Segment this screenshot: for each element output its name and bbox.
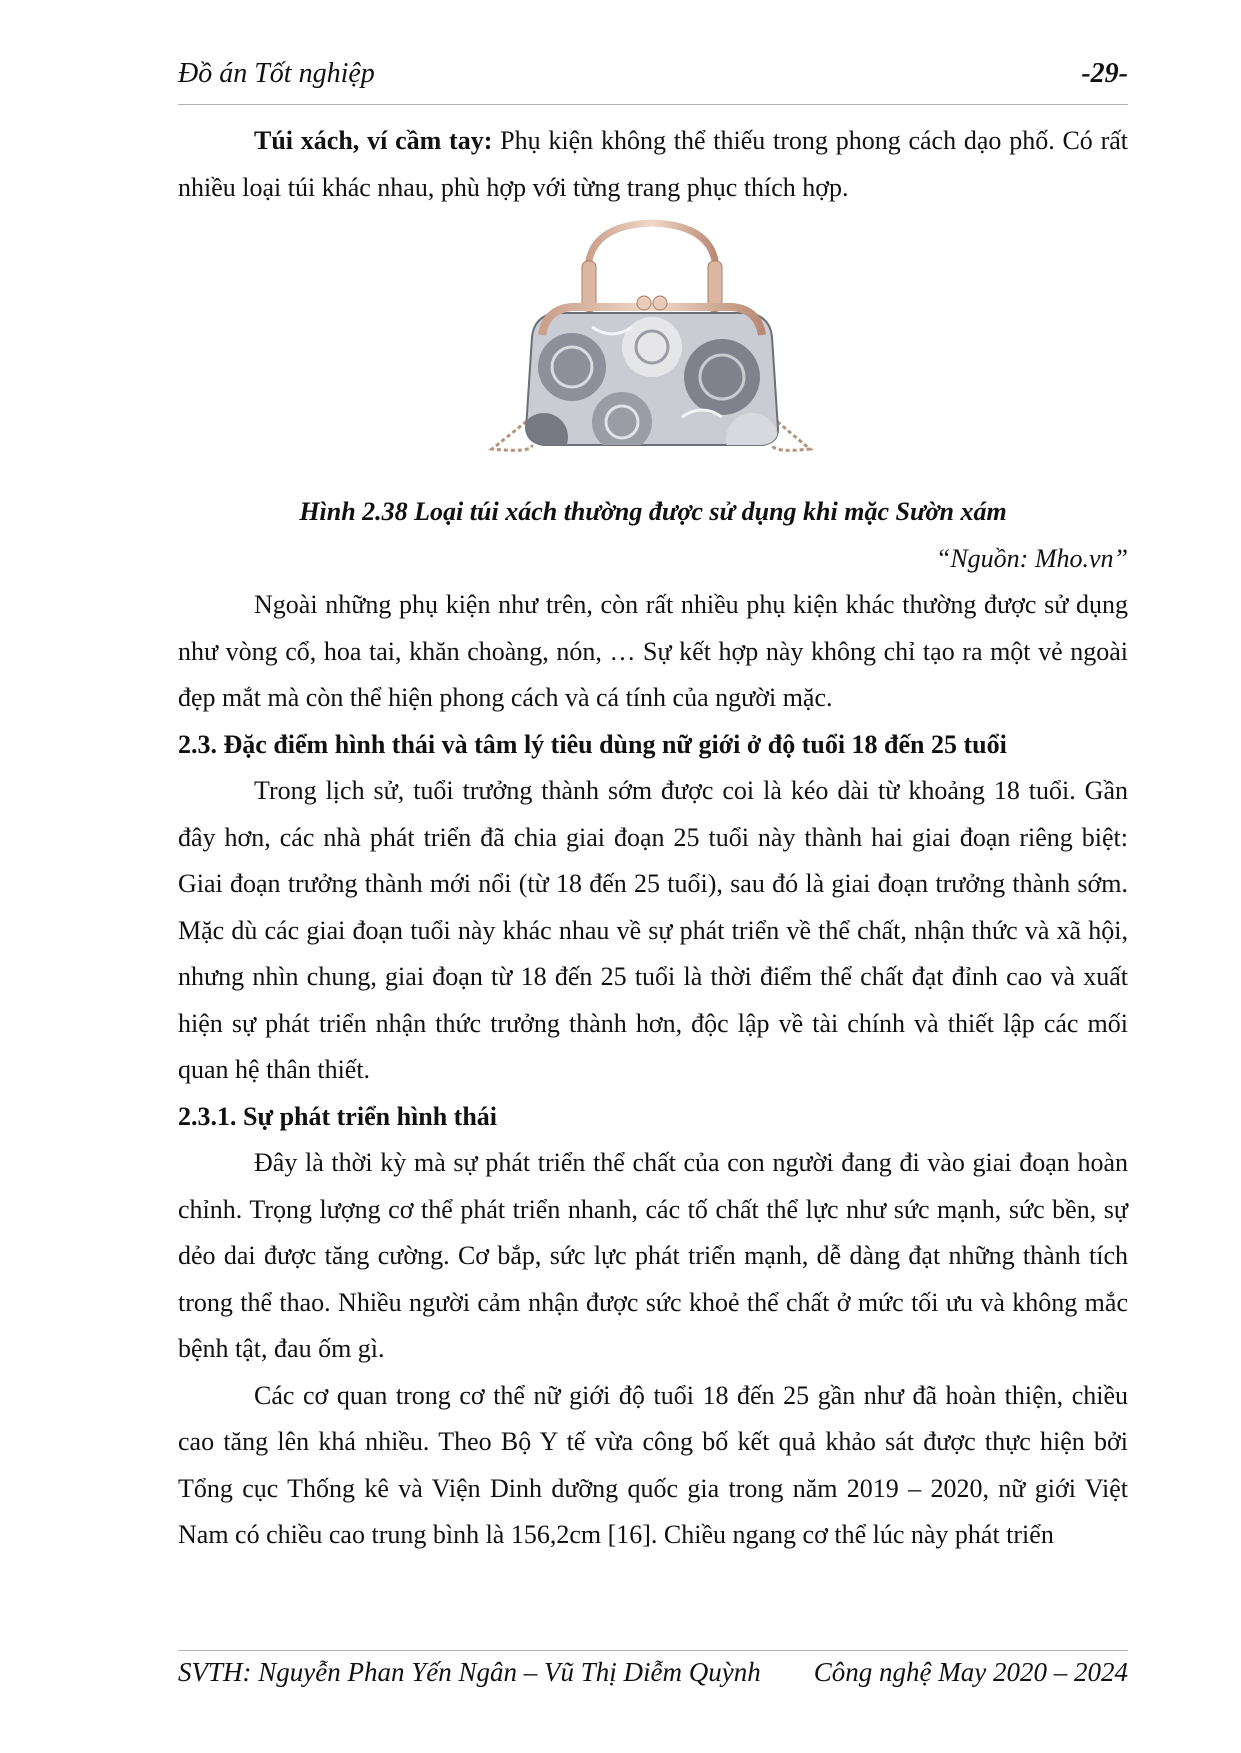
footer-program: Công nghệ May 2020 – 2024 [813,1657,1128,1687]
page-header [178,58,1128,98]
physical-paragraph: Đây là thời kỳ mà sự phát triển thể chất của con người đang đi vào giai đoạn hoàn chỉnh. Trọng lượng cơ thể phát triển nhanh, các tố chất thể lực như sức mạnh, sức bền, sự dẻo dai được tăng cường. Cơ bắp, sức lực phát triển mạnh, dễ dàng đạt những thành tích trong thể thao. Nhiều người cảm nhận được sức khoẻ thể chất ở mức tối ưu và không mắc bệnh tật, đau ốm gì. [178,1148,1128,1363]
handbag-icon [462,217,842,485]
page-footer [178,1657,1128,1697]
history-paragraph: Trong lịch sử, tuổi trưởng thành sớm được coi là kéo dài từ khoảng 18 tuổi. Gần đây hơn, các nhà phát triển đã chia giai đoạn 25 tuổi này thành hai giai đoạn riêng biệt: Giai đoạn trưởng thành mới nổi (từ 18 đến 25 tuổi), sau đó là giai đoạn trưởng thành sớm. Mặc dù các giai đoạn tuổi này khác nhau về sự phát triển về thể chất, nhận thức và xã hội, nhưng nhìn chung, giai đoạn từ 18 đến 25 tuổi là thời điểm thể chất đạt đỉnh cao và xuất hiện sự phát triển nhận thức trưởng thành hơn, độc lập về tài chính và thiết lập các mối quan hệ thân thiết. [178,776,1128,1084]
header-title: Đồ án Tốt nghiệp [178,58,375,89]
header-divider [178,104,1128,105]
intro-text: Phụ kiện không thể thiếu trong phong cách dạo phố. Có rất nhiều loại túi khác nhau, phù hợp với từng trang phục thích hợp. [178,126,1129,202]
organs-paragraph: Các cơ quan trong cơ thể nữ giới độ tuổi 18 đến 25 gần như đã hoàn thiện, chiều cao tăng lên khá nhiều. Theo Bộ Y tế vừa công bố kết quả khảo sát được thực hiện bởi Tổng cục Thống kê và Viện Dinh dưỡng quốc gia trong năm 2019 – 2020, nữ giới Việt Nam có chiều cao trung bình là 156,2cm [16]. Chiều ngang cơ thể lúc này phát triển [178,1380,1128,1549]
section-2-3-1-heading: 2.3.1. Sự phát triển hình thái [178,1101,498,1131]
footer-divider [178,1650,1128,1651]
figure-caption: Hình 2.38 Loại túi xách thường được sử dụng khi mặc Sườn xám [299,497,1007,526]
section-2-3-heading: 2.3. Đặc điểm hình thái và tâm lý tiêu dùng nữ giới ở độ tuổi 18 đến 25 tuổi [178,729,1007,759]
footer-authors: SVTH: Nguyễn Phan Yến Ngân – Vũ Thị Diễm Quỳnh [178,1657,761,1687]
intro-paragraph [178,118,1128,211]
accessories-paragraph: Ngoài những phụ kiện như trên, còn rất nhiều phụ kiện khác thường được sử dụng như vòng cổ, hoa tai, khăn choàng, nón, … Sự kết hợp này không chỉ tạo ra một vẻ ngoài đẹp mắt mà còn thể hiện phong cách và cá tính của người mặc. [178,590,1128,712]
page-body [178,118,1128,1559]
intro-term: Túi xách, ví cầm tay: [254,126,493,155]
figure-source: “Nguồn: Mho.vn” [935,543,1128,573]
handbag-figure [178,217,1128,485]
page-number: -29- [1081,58,1128,89]
